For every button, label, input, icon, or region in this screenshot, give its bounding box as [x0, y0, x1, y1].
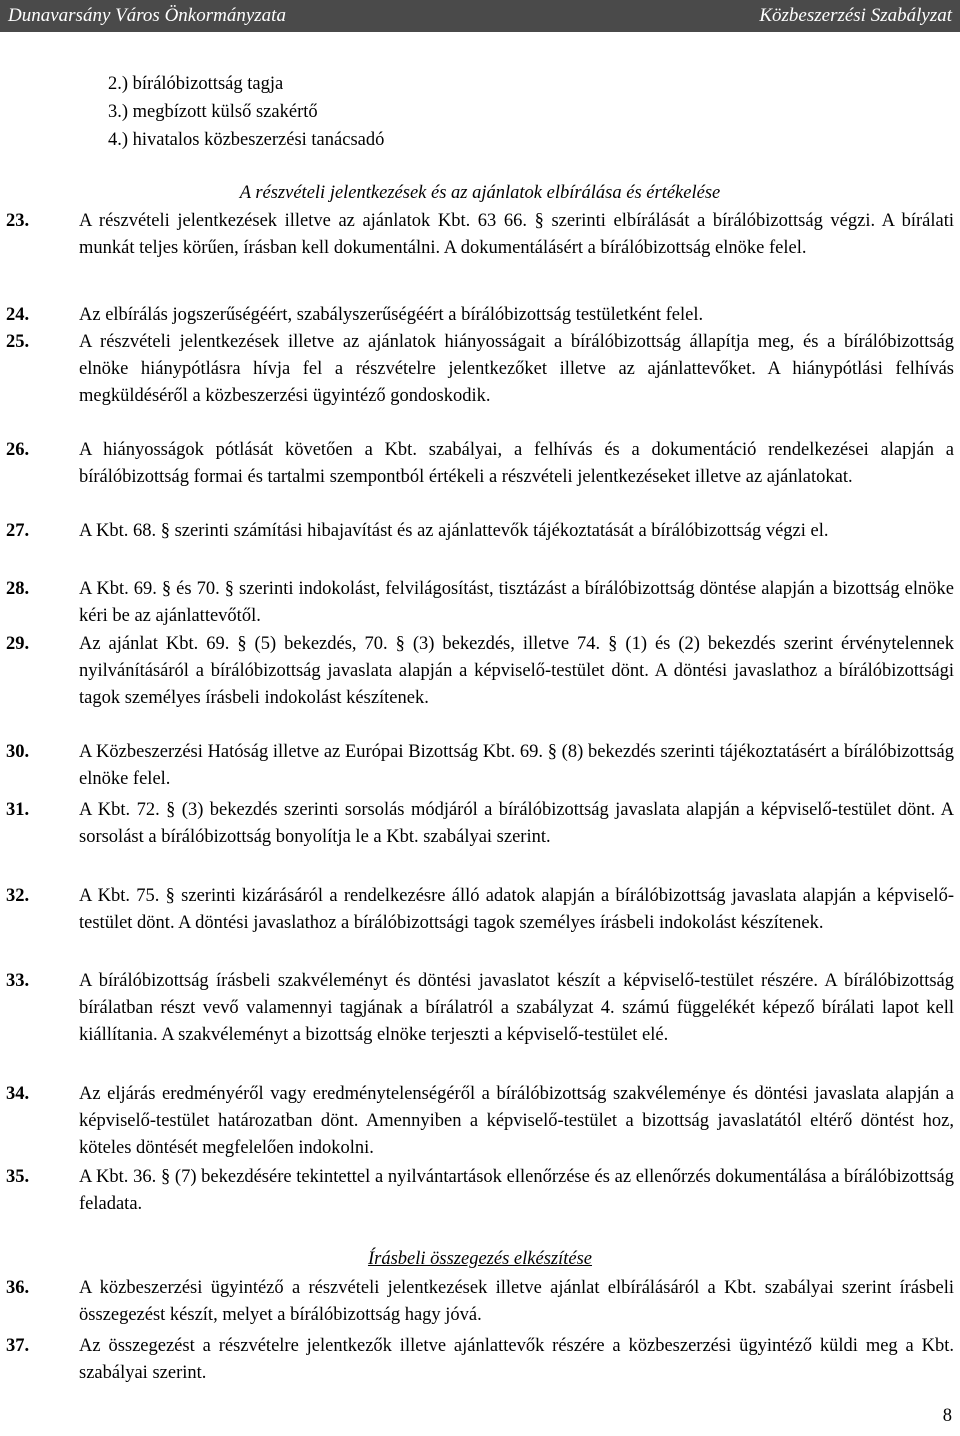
item-number: 27. — [6, 521, 30, 541]
list-item — [6, 797, 954, 851]
item-text: Az ajánlat Kbt. 69. § (5) bekezdés, 70. § (3) bekezdés, illetve 74. § (1) és (2) bekezdés szerint érvénytelennek nyilvánításáról a bírálóbizottság javaslata alapján a képviselő-testület dönt. A döntési javaslathoz a bírálóbizottsági tagok személyes írásbeli indokolást készítenek. — [79, 634, 954, 708]
sublist-item: 3.) megbízott külső szakértő — [108, 102, 318, 122]
list-item — [6, 1081, 954, 1162]
item-text: A Közbeszerzési Hatóság illetve az Európai Bizottság Kbt. 69. § (8) bekezdés szerinti tájékoztatásért a bírálóbizottság elnöke felel. — [79, 742, 954, 789]
item-text: Az eljárás eredményéről vagy eredménytelenségéről a bírálóbizottság szakvéleménye és döntési javaslata alapján a képviselő-testület határozatban dönt. Amennyiben a képviselő-testület a bizottság javaslatától eltérő döntést hoz, köteles döntését megfelelően indokolni. — [79, 1084, 954, 1158]
item-number: 30. — [6, 742, 30, 762]
list-item — [6, 518, 954, 545]
list-item — [6, 576, 954, 630]
item-number: 35. — [6, 1167, 30, 1187]
section-heading: A részvételi jelentkezések és az ajánlatok elbírálása és értékelése — [239, 183, 721, 203]
list-item — [6, 302, 954, 329]
item-number: 23. — [6, 211, 30, 231]
item-text: A hiányosságok pótlását követően a Kbt. szabályai, a felhívás és a dokumentáció rendelkezései alapján a bírálóbizottság formai és tartalmi szempontból értékeli a részvételi jelentkezéseket illetve az ajánlatokat. — [79, 440, 954, 487]
item-text: A Kbt. 36. § (7) bekezdésére tekintettel a nyilvántartások ellenőrzése és az ellenőrzés dokumentálása a bírálóbizottság feladata. — [79, 1167, 954, 1214]
page-number: 8 — [942, 1406, 952, 1426]
item-text: A Kbt. 72. § (3) bekezdés szerinti sorsolás módjáról a bírálóbizottság javaslata alapján a képviselő-testület dönt. A sorsolást a bírálóbizottság bonyolítja le a Kbt. szabályai szerint. — [79, 800, 954, 847]
item-text: Az összegezést a részvételre jelentkezők illetve ajánlattevők részére a közbeszerzési ügyintéző küldi meg a Kbt. szabályai szerint. — [79, 1336, 954, 1383]
item-text: A részvételi jelentkezések illetve az ajánlatok Kbt. 63 66. § szerinti elbírálását a bírálóbizottság végzi. A bírálati munkát teljes körűen, írásban kell dokumentálni. A dokumentálásért a bírálóbizottság elnöke felel. — [79, 211, 954, 258]
list-item — [6, 1333, 954, 1387]
item-number: 37. — [6, 1336, 30, 1356]
item-text: A Kbt. 68. § szerinti számítási hibajavítást és az ajánlattevők tájékoztatását a bírálóbizottság végzi el. — [79, 521, 829, 541]
item-number: 36. — [6, 1278, 30, 1298]
header-document-title: Közbeszerzési Szabályzat — [759, 5, 952, 26]
list-item — [6, 631, 954, 712]
item-number: 33. — [6, 971, 30, 991]
list-item — [6, 1275, 954, 1329]
item-number: 25. — [6, 332, 30, 352]
item-number: 24. — [6, 305, 30, 325]
item-text: A bírálóbizottság írásbeli szakvéleményt és döntési javaslatot készít a képviselő-testület részére. A bírálóbizottság bírálatban részt vevő valamennyi tagjának a bírálatról a szabályzat 4. számú függelékét képező bírálati lapot kell kiállítania. A szakvéleményt a bizottság elnöke terjeszti a képviselő-testület elé. — [79, 971, 954, 1045]
item-number: 28. — [6, 579, 30, 599]
item-number: 34. — [6, 1084, 30, 1104]
item-text: Az elbírálás jogszerűségéért, szabályszerűségéért a bírálóbizottság testületként felel. — [79, 305, 704, 325]
list-item — [6, 1164, 954, 1218]
list-item — [6, 437, 954, 491]
list-item — [6, 968, 954, 1049]
section-heading: Írásbeli összegezés elkészítése — [367, 1249, 592, 1269]
list-item — [6, 739, 954, 793]
list-item — [6, 883, 954, 937]
list-item — [6, 329, 954, 410]
item-number: 26. — [6, 440, 30, 460]
header-organization: Dunavarsány Város Önkormányzata — [8, 5, 286, 26]
sublist-item: 2.) bírálóbizottság tagja — [108, 74, 284, 94]
item-number: 32. — [6, 886, 30, 906]
list-item — [6, 208, 954, 262]
item-text: A Kbt. 69. § és 70. § szerinti indokolást, felvilágosítást, tisztázást a bírálóbizottság döntése alapján a bizottság elnöke kéri be az ajánlattevőtől. — [79, 579, 954, 626]
sublist-item: 4.) hivatalos közbeszerzési tanácsadó — [108, 130, 385, 150]
item-text: A részvételi jelentkezések illetve az ajánlatok hiányosságait a bírálóbizottság állapítja meg, és a bírálóbizottság elnöke hiánypótlásra hívja fel a részvételre jelentkezőket illetve az ajánlattevőket. A hiánypótlási felhívás megküldéséről a közbeszerzési ügyintéző gondoskodik. — [79, 332, 954, 406]
item-number: 31. — [6, 800, 30, 820]
page-header — [0, 0, 960, 32]
item-text: A közbeszerzési ügyintéző a részvételi jelentkezések illetve ajánlat elbírálásáról a Kbt. szabályai szerint írásbeli összegezést készít, melyet a bírálóbizottság hagy jóvá. — [79, 1278, 954, 1325]
item-text: A Kbt. 75. § szerinti kizárásáról a rendelkezésre álló adatok alapján a bírálóbizottság javaslata alapján a képviselő-testület dönt. A döntési javaslathoz a bírálóbizottsági tagok személyes írásbeli indokolást készítenek. — [79, 886, 954, 933]
item-number: 29. — [6, 634, 30, 654]
